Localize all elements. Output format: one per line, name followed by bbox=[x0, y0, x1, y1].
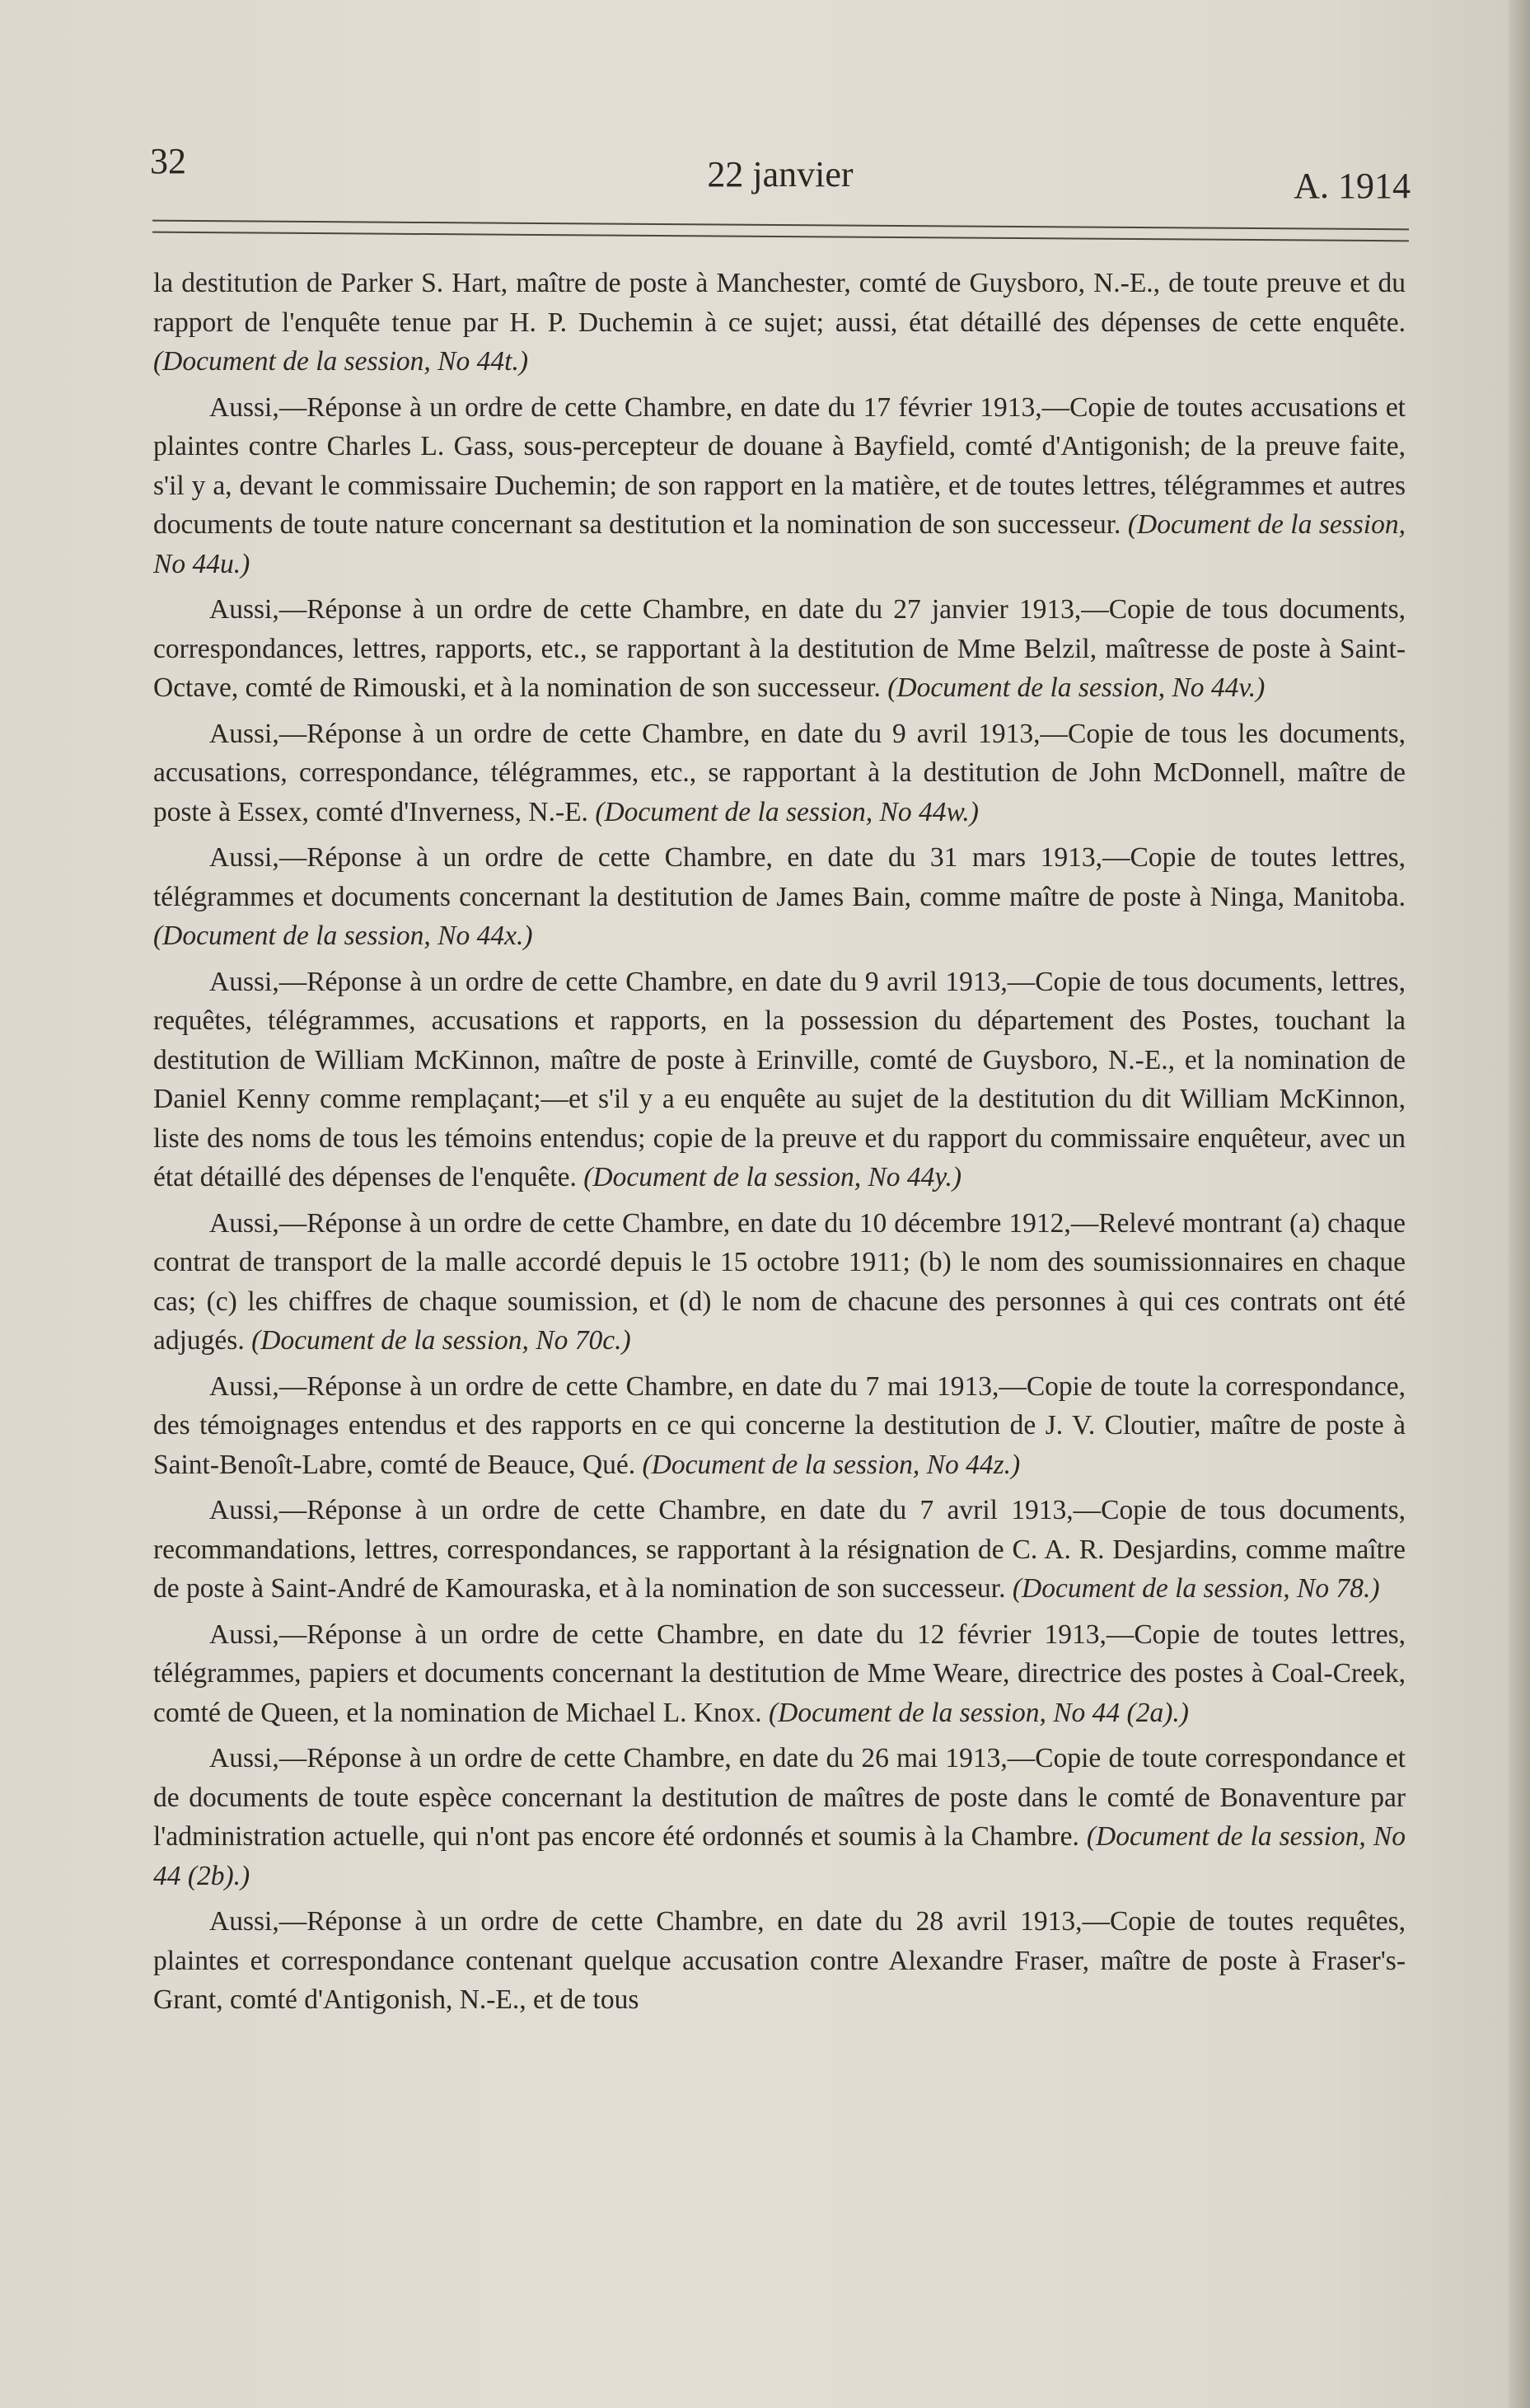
paragraph: Aussi,—Réponse à un ordre de cette Chambre, en date du 10 décembre 1912,—Relevé montrant (a) chaque contrat de transport de la malle accordé depuis le 15 octobre 1911; (b) le nom des soumissionnaires en chaque cas; (c) les chiffres de chaque soumission, et (d) le nom de chacune des personnes à qui ces contrats ont été adjugés. (Document de la session, No 70c.) bbox=[153, 1207, 1406, 1356]
paragraph: Aussi,—Réponse à un ordre de cette Chambre, en date du 26 mai 1913,—Copie de toute correspondance et de documents de toute espèce concernant la destitution de maîtres de poste dans le comté de Bonaventure par l'administration actuelle, qui n'ont pas encore été ordonnés et soumis à la Chambre. (Document de la session, No 44 (2b).) bbox=[153, 1743, 1406, 1891]
paragraph: Aussi,—Réponse à un ordre de cette Chambre, en date du 9 avril 1913,—Copie de tous documents, lettres, requêtes, télégrammes, accusations et rapports, en la possession du département des Postes, touchant la destitution de William McKinnon, maître de poste à Erinville, comté de Guysboro, N.-E., et la nomination de Daniel Kenny comme remplaçant;—et s'il y a eu enquête au sujet de la destitution du dit William McKinnon, liste des noms de tous les témoins entendus; copie de la preuve et du rapport du commissaire enquêteur, avec un état détaillé des dépenses de l'enquête. (Document de la session, No 44y.) bbox=[153, 966, 1406, 1192]
page-number: 32 bbox=[150, 141, 186, 181]
paragraph: Aussi,—Réponse à un ordre de cette Chambre, en date du 7 avril 1913,—Copie de tous documents, recommandations, lettres, correspondances, se rapportant à la résignation de C. A. R. Desjardins, comme maître de poste à Saint-André de Kamouraska, et à la nomination de son successeur. (Document de la session, No 78.) bbox=[153, 1495, 1406, 1604]
document-reference: (Document de la session, No 44x.) bbox=[153, 921, 533, 951]
document-reference: (Document de la session, No 44v.) bbox=[887, 672, 1266, 703]
header-double-rule bbox=[152, 220, 1409, 242]
running-date: 22 janvier bbox=[707, 154, 854, 194]
paragraph: Aussi,—Réponse à un ordre de cette Chambre, en date du 9 avril 1913,—Copie de tous les documents, accusations, correspondance, télégrammes, etc., se rapportant à la destitution de John McDonnell, maître de poste à Essex, comté d'Inverness, N.-E. (Document de la session, No 44w.) bbox=[153, 718, 1406, 827]
document-reference: (Document de la session, No 78.) bbox=[1012, 1573, 1380, 1604]
paragraph: Aussi,—Réponse à un ordre de cette Chambre, en date du 31 mars 1913,—Copie de toutes lettres, télégrammes et documents concernant la destitution de James Bain, comme maître de poste à Ninga, Manitoba. (Document de la session, No 44x.) bbox=[153, 842, 1406, 951]
document-reference: (Document de la session, No 44u.) bbox=[153, 509, 1406, 579]
running-header bbox=[150, 132, 1411, 206]
paragraph: Aussi,—Réponse à un ordre de cette Chambre, en date du 12 février 1913,—Copie de toutes lettres, télégrammes, papiers et documents concernant la destitution de Mme Weare, directrice des postes à Coal-Creek, comté de Queen, et la nomination de Michael L. Knox. (Document de la session, No 44 (2a).) bbox=[153, 1619, 1406, 1728]
document-reference: (Document de la session, No 44 (2b).) bbox=[153, 1821, 1406, 1891]
paragraph: Aussi,—Réponse à un ordre de cette Chambre, en date du 27 janvier 1913,—Copie de tous documents, correspondances, lettres, rapports, etc., se rapportant à la destitution de Mme Belzil, maîtresse de poste à Saint-Octave, comté de Rimouski, et à la nomination de son successeur. (Document de la session, No 44v.) bbox=[153, 594, 1406, 703]
page-edge-shadow bbox=[1509, 0, 1530, 2408]
document-reference: (Document de la session, No 44t.) bbox=[153, 346, 528, 377]
document-reference: (Document de la session, No 44w.) bbox=[595, 796, 979, 827]
running-year: A. 1914 bbox=[1294, 166, 1411, 206]
document-reference: (Document de la session, No 44z.) bbox=[642, 1449, 1021, 1480]
paragraph: Aussi,—Réponse à un ordre de cette Chambre, en date du 7 mai 1913,—Copie de toute la correspondance, des témoignages entendus et des rapports en ce qui concerne la destitution de J. V. Cloutier, maître de poste à Saint-Benoît-Labre, comté de Beauce, Qué. (Document de la session, No 44z.) bbox=[153, 1370, 1406, 1480]
paragraph: Aussi,—Réponse à un ordre de cette Chambre, en date du 17 février 1913,—Copie de toutes accusations et plaintes contre Charles L. Gass, sous-percepteur de douane à Bayfield, comté d'Antigonish; de la preuve faite, s'il y a, devant le commissaire Duchemin; de son rapport en la matière, et de toutes lettres, télégrammes et autres documents de toute nature concernant sa destitution et la nomination de son successeur. (Document de la session, No 44u.) bbox=[153, 391, 1406, 579]
page-body bbox=[153, 264, 1406, 2026]
document-reference: (Document de la session, No 44 (2a).) bbox=[769, 1697, 1189, 1728]
paragraph: Aussi,—Réponse à un ordre de cette Chambre, en date du 28 avril 1913,—Copie de toutes requêtes, plaintes et correspondance contenant quelque accusation contre Alexandre Fraser, maître de poste à Fraser's-Grant, comté d'Antigonish, N.-E., et de tous bbox=[153, 1906, 1406, 2015]
paragraph-continued: la destitution de Parker S. Hart, maître de poste à Manchester, comté de Guysboro, N.-E., de toute preuve et du rapport de l'enquête tenue par H. P. Duchemin à ce sujet; aussi, état détaillé des dépenses de cette enquête. (Document de la session, No 44t.) bbox=[153, 268, 1406, 377]
document-reference: (Document de la session, No 44y.) bbox=[583, 1162, 962, 1192]
document-reference: (Document de la session, No 70c.) bbox=[251, 1325, 631, 1356]
